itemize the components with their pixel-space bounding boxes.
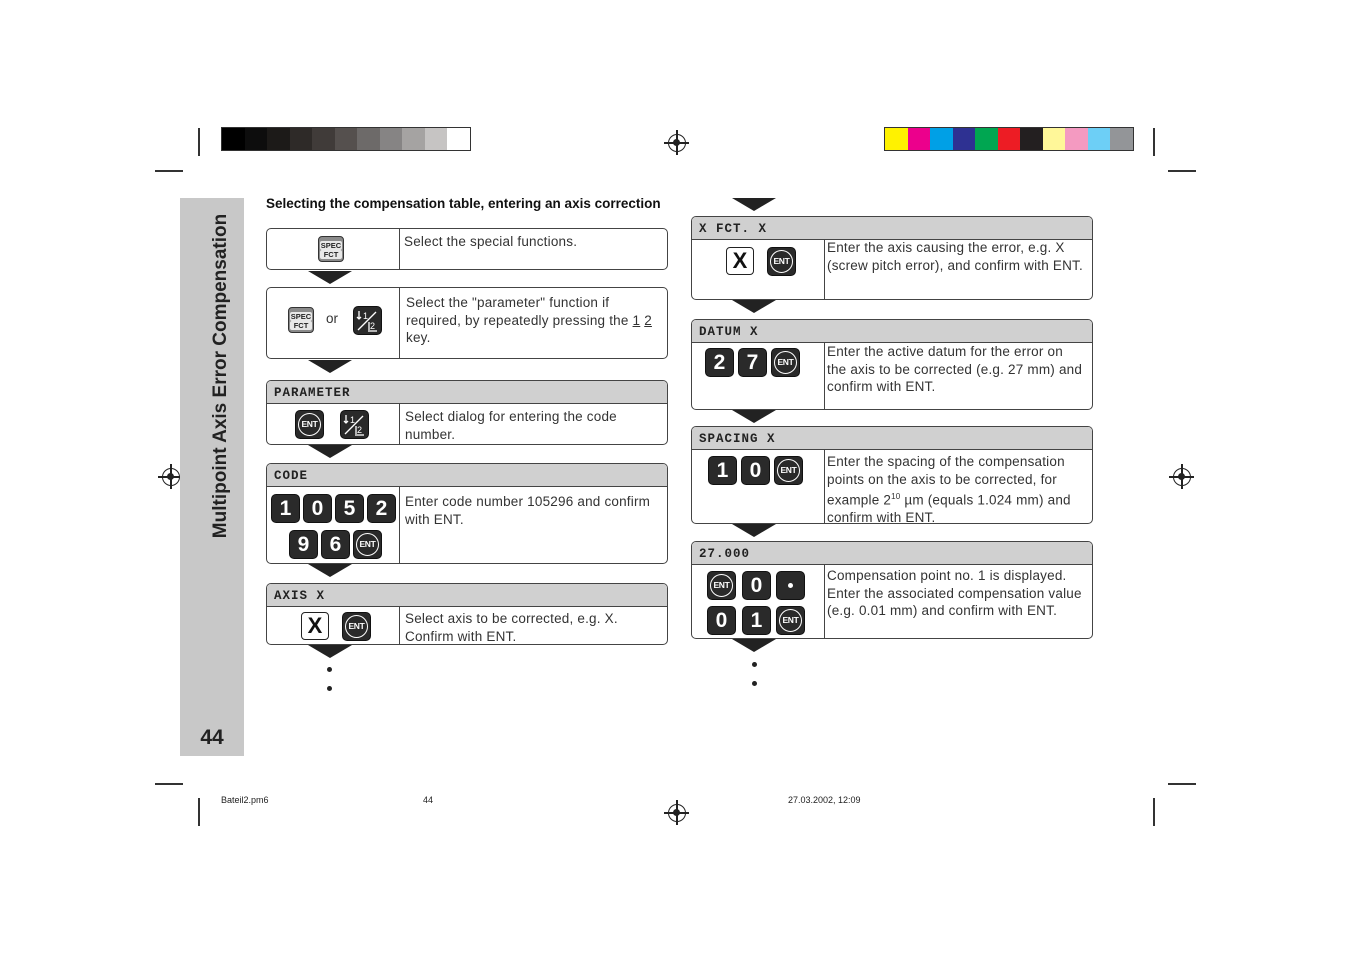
step-box-spacing — [691, 426, 1093, 524]
ent-key-icon: ENT — [767, 247, 796, 276]
continuation-dot — [327, 686, 332, 691]
color-swatch — [930, 128, 953, 150]
ent-key-icon: ENT — [776, 606, 805, 635]
digit-key-9: 9 — [289, 530, 318, 559]
display-header: DATUM X — [692, 320, 1092, 343]
crop-mark — [1168, 783, 1196, 785]
spec-fct-key-icon: SPEC FCT — [318, 236, 344, 262]
grayscale-bar — [221, 127, 471, 151]
crop-mark — [1153, 798, 1155, 826]
digit-key-7: 7 — [738, 348, 767, 377]
key-area — [267, 607, 400, 644]
step-description: Enter the axis causing the error, e.g. X (screw pitch error), and confirm with ENT. — [827, 240, 1083, 273]
ent-key-icon: ENT — [342, 612, 371, 641]
key-area — [267, 229, 400, 269]
color-swatch — [1088, 128, 1111, 150]
step-box-parameter-select — [266, 287, 668, 359]
step-description: Select dialog for entering the code number. — [405, 409, 617, 442]
svg-text:2: 2 — [357, 425, 363, 435]
step-box-fct-x — [691, 216, 1093, 300]
digit-key-2: 2 — [367, 494, 396, 523]
ent-key-icon: ENT — [774, 456, 803, 485]
color-swatch — [1065, 128, 1088, 150]
digit-key-0: 0 — [742, 571, 771, 600]
page-number: 44 — [200, 726, 224, 749]
step-description: Enter the spacing of the compensation points on the axis to be corrected, for example $2^{10}$ µm (equals 1.024 mm) and confirm with ENT. — [827, 454, 1071, 525]
page-key-icon — [353, 306, 382, 335]
color-swatch — [953, 128, 976, 150]
continuation-dot — [752, 681, 757, 686]
ent-key-icon: ENT — [295, 410, 324, 439]
color-swatch — [380, 128, 403, 150]
display-header: SPACING X — [692, 427, 1092, 450]
digit-key-2: 2 — [705, 348, 734, 377]
flow-arrow-icon — [732, 410, 776, 423]
flow-arrow-icon — [732, 639, 776, 652]
step-description: Select the special functions. — [404, 234, 578, 249]
display-header: CODE — [267, 464, 667, 487]
flow-arrow-icon — [732, 198, 776, 211]
step-description: Compensation point no. 1 is displayed. Enter the associated compensation value (e.g. 0.01 mm) and confirm with ENT. — [827, 568, 1082, 618]
digit-key-0: 0 — [303, 494, 332, 523]
color-swatch — [222, 128, 245, 150]
color-swatch — [290, 128, 313, 150]
or-label: or — [326, 311, 339, 326]
step-box-parameter — [266, 380, 668, 445]
digit-key-6: 6 — [321, 530, 350, 559]
color-swatch — [1043, 128, 1066, 150]
digit-key-0: 0 — [707, 606, 736, 635]
svg-text:2: 2 — [370, 321, 376, 331]
color-swatch — [908, 128, 931, 150]
flow-arrow-icon — [308, 271, 352, 284]
side-title: Multipoint Axis Error Compensation — [210, 213, 231, 539]
step-box-code — [266, 463, 668, 564]
display-header: 27.000 — [692, 542, 1092, 565]
flow-arrow-icon — [308, 645, 352, 658]
registration-mark-icon — [162, 468, 180, 486]
continuation-dot — [327, 667, 332, 672]
digit-key-1: 1 — [271, 494, 300, 523]
key-area — [692, 565, 825, 638]
step-description: Enter the active datum for the error on the axis to be corrected (e.g. 27 mm) and confirm with ENT. — [827, 344, 1083, 394]
x-axis-key-icon: X — [726, 247, 754, 275]
flow-arrow-icon — [732, 524, 776, 537]
digit-key-1: 1 — [742, 606, 771, 635]
color-swatch — [245, 128, 268, 150]
flow-arrow-icon — [308, 360, 352, 373]
svg-text:1: 1 — [350, 415, 356, 425]
step-description: Select axis to be corrected, e.g. X. Confirm with ENT. — [405, 611, 618, 644]
flow-arrow-icon — [732, 300, 776, 313]
step-box-spec-fct — [266, 228, 668, 270]
step-description: Select the "parameter" function if required, by repeatedly pressing the 1 2 key. — [406, 295, 652, 345]
page-key-icon — [340, 410, 369, 439]
footer-file: Bateil2.pm6 — [221, 795, 269, 805]
display-header: AXIS X — [267, 584, 667, 607]
flow-arrow-icon — [308, 564, 352, 577]
key-area — [267, 404, 400, 444]
registration-mark-icon — [668, 804, 686, 822]
footer-page: 44 — [423, 795, 434, 805]
page-key-ref-1: 1 — [632, 312, 641, 328]
crop-mark — [155, 783, 183, 785]
continuation-dot — [752, 662, 757, 667]
color-swatch — [267, 128, 290, 150]
ent-key-icon: ENT — [353, 530, 382, 559]
display-header: PARAMETER — [267, 381, 667, 404]
spec-fct-key-icon: SPEC FCT — [288, 307, 314, 333]
digit-key-0: 0 — [741, 456, 770, 485]
color-swatch — [998, 128, 1021, 150]
crop-mark — [198, 798, 200, 826]
crop-mark — [198, 128, 200, 156]
color-swatch — [1020, 128, 1043, 150]
footer-date: 27.03.2002, 12:09 — [788, 795, 861, 805]
step-box-axis — [266, 583, 668, 645]
step-description: Enter code number 105296 and confirm with ENT. — [405, 494, 651, 527]
key-area — [267, 487, 400, 563]
key-area — [692, 343, 825, 409]
crop-mark — [155, 170, 183, 172]
color-swatch — [1110, 128, 1133, 150]
ent-key-icon: ENT — [707, 571, 736, 600]
crop-mark — [1153, 128, 1155, 156]
key-area — [692, 240, 825, 299]
decimal-point-key-icon — [776, 571, 805, 600]
registration-mark-icon — [668, 134, 686, 152]
color-bar — [884, 127, 1134, 151]
flow-arrow-icon — [308, 445, 352, 458]
color-swatch — [447, 128, 470, 150]
svg-text:1: 1 — [363, 311, 369, 321]
step-box-compensation-value — [691, 541, 1093, 639]
x-axis-key-icon: X — [301, 612, 329, 640]
display-header: X FCT. X — [692, 217, 1092, 240]
key-area — [692, 450, 825, 523]
page-key-ref-2: 2 — [644, 312, 652, 328]
color-swatch — [425, 128, 448, 150]
key-area — [267, 288, 400, 358]
color-swatch — [975, 128, 998, 150]
crop-mark — [1168, 170, 1196, 172]
color-swatch — [885, 128, 908, 150]
section-heading: Selecting the compensation table, entering an axis correction — [266, 196, 661, 211]
color-swatch — [335, 128, 358, 150]
digit-key-1: 1 — [708, 456, 737, 485]
digit-key-5: 5 — [335, 494, 364, 523]
color-swatch — [312, 128, 335, 150]
step-box-datum — [691, 319, 1093, 410]
color-swatch — [357, 128, 380, 150]
ent-key-icon: ENT — [771, 348, 800, 377]
registration-mark-icon — [1173, 468, 1191, 486]
color-swatch — [402, 128, 425, 150]
